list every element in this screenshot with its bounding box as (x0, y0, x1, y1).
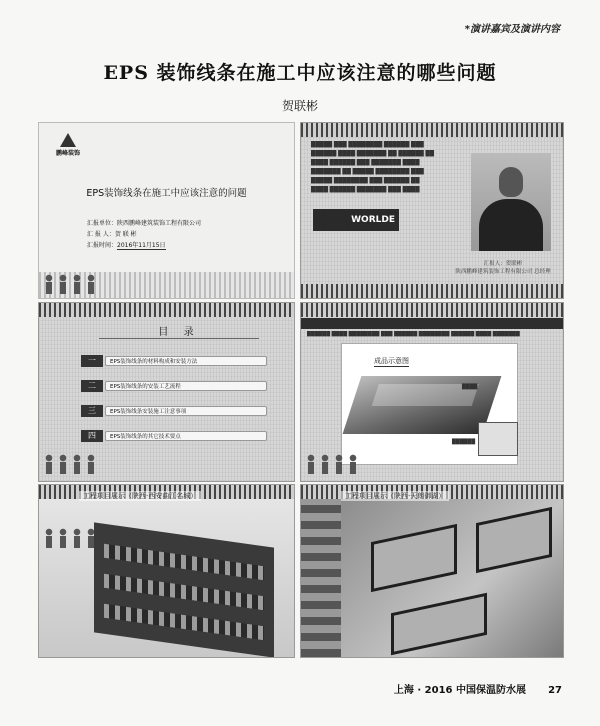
people-silhouette-icon (43, 453, 103, 475)
company-logo (53, 133, 83, 157)
intro-text: ██████ ████ ████████ ███ ██████ ████████ ██████ ████ ███████ (307, 331, 520, 337)
slide-header-band (39, 303, 294, 317)
toc-title: 目 录 (99, 323, 259, 339)
slide-title-bar (301, 318, 563, 329)
slide-project-photo-1 (38, 484, 295, 658)
meta-label: 汇报时间： (87, 242, 118, 249)
page-number: 27 (548, 685, 562, 696)
diagram-panel (341, 343, 518, 465)
slide-header-band (301, 303, 563, 317)
meta-value: 2016年11月15日 (117, 242, 166, 249)
caption-line: 汇报人：贺联彬 (483, 261, 523, 267)
cover-meta (87, 218, 201, 251)
photo-title: 工程项目展示（陕西·天朗御湖） (341, 491, 449, 501)
meta-label: 汇报单位： (87, 220, 118, 227)
author-name: 贺联彬 (281, 99, 318, 113)
people-silhouette-icon (43, 273, 103, 295)
article-title: EPS 装饰线条在施工中应该注意的哪些问题 (103, 62, 497, 84)
slide-cover (38, 122, 295, 299)
diagram-annotation: ████ (462, 384, 478, 390)
slide-table-of-contents (38, 302, 295, 482)
toc-number: 三 (81, 405, 103, 417)
photo-title: 工程项目展示（陕西·西安曲江名城） (79, 491, 201, 501)
logo-text: 鹏峰装饰 (55, 150, 80, 157)
speaker-head (499, 167, 523, 197)
toc-label: EPS装饰线条安装施工注意事项 (105, 406, 267, 416)
meta-row (87, 229, 201, 240)
speaker-caption (451, 260, 555, 276)
glass-panel (301, 499, 341, 657)
toc-number: 二 (81, 380, 103, 392)
speaker-body (479, 199, 543, 251)
people-silhouette-icon (43, 527, 103, 549)
slide-project-photo-2 (300, 484, 564, 658)
toc-label: EPS装饰线条的材料构成和安装方法 (105, 356, 267, 366)
cover-title: EPS装饰线条在施工中应该注意的问题 (86, 188, 247, 199)
meta-value: 陕西鹏峰建筑装饰工程有限公司 (117, 220, 202, 227)
slide-material-diagram (300, 302, 564, 482)
brand-banner: WORLDE (313, 209, 399, 231)
toc-number: 一 (81, 355, 103, 367)
section-tag: *演讲嘉宾及演讲内容 (464, 24, 560, 35)
meta-row (87, 240, 201, 251)
meta-label: 汇 报 人： (87, 231, 115, 238)
slide-header-band (301, 123, 563, 137)
slide-speaker-bio (300, 122, 564, 299)
meta-value: 贺 联 彬 (114, 231, 137, 238)
slide-footer-band (301, 284, 563, 298)
bio-text-block: █████ ███ ████████ ██████ ███ ██████ ████ ███████ ██ ██████ ██ ████ ██████ ███ ███████ ████ ███████ ██ █████ ████████ ███ █████ ████████ ███ ██████ ██ ████ ██████ ███████ ███ ████ (311, 142, 434, 193)
page-footer: 上海 · 2016 中国保温防水展 (393, 685, 526, 696)
diagram-label: 成品示意图 (374, 357, 409, 365)
toc-item (81, 430, 269, 442)
mountain-logo-icon (58, 133, 78, 147)
speaker-photo (471, 153, 551, 251)
caption-line: 陕西鹏峰建筑装饰工程有限公司 总经理 (455, 269, 551, 275)
toc-item (81, 355, 269, 367)
toc-item (81, 405, 269, 417)
people-silhouette-icon (305, 453, 365, 475)
diagram-annotation: ██████ (452, 439, 476, 445)
toc-label: EPS装饰线条的其它技术要点 (105, 431, 267, 441)
toc-item (81, 380, 269, 392)
toc-label: EPS装饰线条的安装工艺流程 (105, 381, 267, 391)
meta-row (87, 218, 201, 229)
toc-number: 四 (81, 430, 103, 442)
detail-inset (478, 422, 518, 456)
